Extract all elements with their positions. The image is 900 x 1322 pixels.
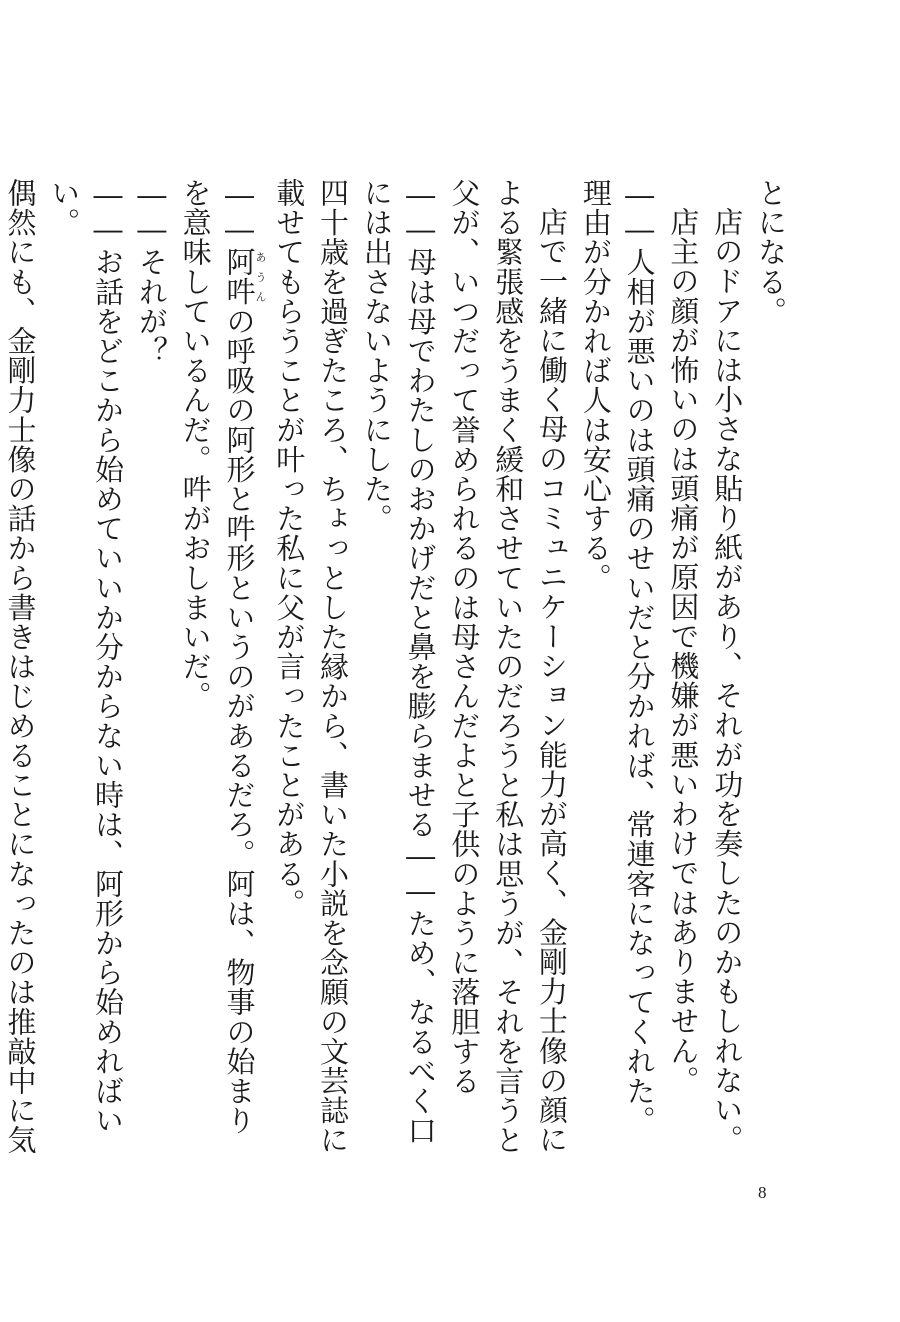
paragraph-sign: 店のドアには小さな貼り紙があり、それが功を奏したのかもしれない。 (710, 207, 745, 1155)
paragraph-question: ――それが？ (134, 178, 169, 366)
ruby-base: 阿吽 (222, 247, 257, 307)
ruby-reading: あうん (253, 247, 267, 307)
ruby-aun (222, 247, 267, 307)
paragraph-coincidence: 偶然にも、金剛力士像の話から書きはじめることになったのは推敲中に気 (3, 178, 38, 1155)
paragraph-mother: 店で一緒に働く母のコミュニケーション能力が高く、金剛力士像の顔による緊張感をうまく緩和させていたのだろうと私は思うが、それを言うと父が、いつだって誉められるのは母さんだよと子供のように落胆する――母は母でわたしのおかげだと鼻を膨らませる――ため、なるべく口には出さないようにした。 (359, 178, 570, 1155)
paragraph-advice: ――お話をどこから始めていいか分からない時は、阿形から始めればいい。 (47, 178, 126, 1136)
dash-prefix: ―― (222, 178, 257, 248)
paragraph-continuation: とになる。 (754, 178, 788, 326)
paragraph-regulars: ――人相が悪いのは頭痛のせいだと分かれば、常連客になってくれた。理由が分かれば人は安心する。 (578, 178, 657, 1136)
aun-explanation: の呼吸の阿形と吽形というのがあるだろ。阿は、物事の始まりを意味しているんだ。吽がおしまいだ。 (178, 178, 257, 1136)
paragraph-shop-owner: 店主の顔が怖いのは頭痛が原因で機嫌が悪いわけではありません。 (666, 207, 701, 1095)
paragraph-forty: 四十歳を過ぎたころ、ちょっとした縁から、書いた小説を念願の文芸誌に載せてもらうことが叶った私に父が言ったことがある。 (272, 178, 351, 1155)
page-number: 8 (758, 1183, 767, 1202)
paragraph-aun (173, 178, 267, 1163)
vertical-text-body (0, 178, 792, 1163)
